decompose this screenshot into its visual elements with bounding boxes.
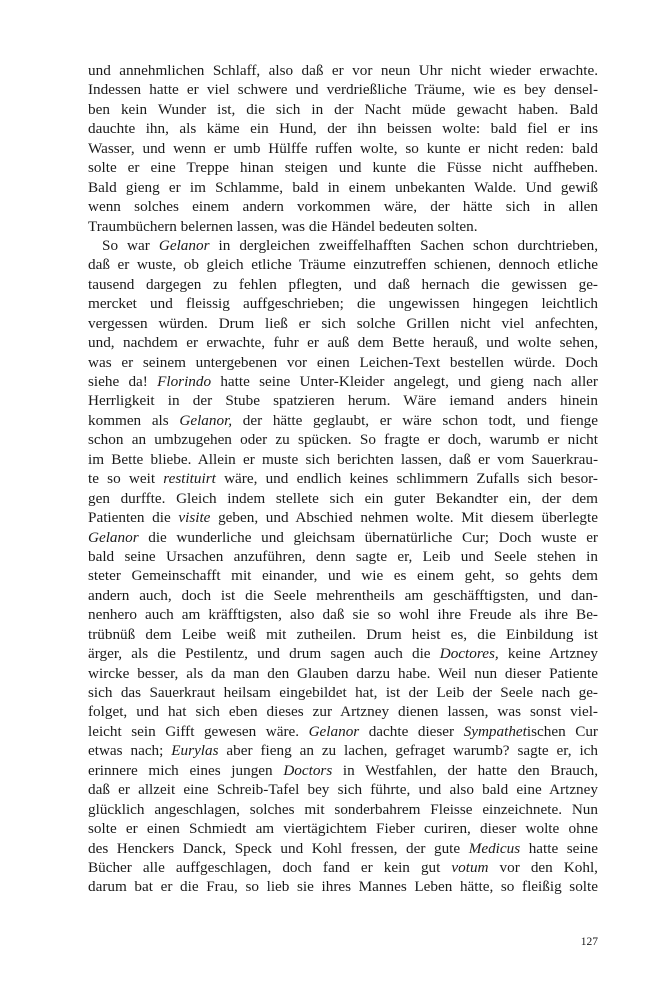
text-line xyxy=(88,858,598,877)
text-line xyxy=(88,664,598,683)
text-segment: was er seinem untergebenen vor einen Leichen-Text bestellen würde. Doch xyxy=(88,353,598,371)
text-segment: bald seine Ursachen anzuführen, denn sagte er, Leib und Seele stehen in xyxy=(88,547,598,565)
text-line xyxy=(88,391,598,410)
text-segment: wircke besser, als da man den Glauben darzu habe. Weil nun dieser Patiente xyxy=(88,664,598,682)
text-segment: der hätte geglaubt, er wäre schon todt, und fienge xyxy=(232,411,598,429)
italic-segment: Sympathet xyxy=(463,722,527,740)
text-line xyxy=(88,158,598,177)
italic-segment: Gelanor, xyxy=(179,411,233,429)
page-text xyxy=(88,61,598,897)
text-segment: daß er allzeit eine Schreib-Tafel bey sich führte, und also bald eine Artzney xyxy=(88,781,598,799)
italic-segment: votum xyxy=(451,858,489,876)
text-segment: siehe da! xyxy=(88,373,158,390)
text-line xyxy=(88,450,598,469)
text-segment: mercket und fleissig auffgeschrieben; die ungewissen hingegen leichtlich xyxy=(88,295,598,313)
text-segment: kommen als xyxy=(88,411,180,429)
text-segment: trübnüß dem Leibe weiß mit zutheilen. Drum heist es, die Einbildung ist xyxy=(88,625,598,643)
italic-segment: visite xyxy=(178,509,211,527)
text-line xyxy=(88,800,598,819)
text-line xyxy=(88,333,598,352)
text-line xyxy=(88,819,598,838)
text-line xyxy=(88,644,598,663)
text-segment: sich das Sauerkraut heilsam eingebildet hat, ist der Leib der Seele nach ge- xyxy=(88,684,598,701)
text-segment: dauchte ihn, als käme ein Hund, der ihn beissen wolte: bald fiel er ins xyxy=(88,120,598,138)
text-segment: tausend dargegen zu fehlen pflegten, und daß hernach die gewissen ge- xyxy=(88,275,598,293)
text-line xyxy=(88,80,598,99)
text-line xyxy=(88,508,598,527)
text-segment: daß er wuste, ob gleich etliche Träume einzutreffen schienen, dennoch etliche xyxy=(88,256,598,274)
text-segment: des Henckers Danck, Speck und Kohl fressen, der gute xyxy=(88,839,469,857)
text-segment: leicht sein Gifft gewesen wäre. xyxy=(88,722,309,740)
text-segment: wenn solches einem andern vorkommen wäre, der hätte sich in allen xyxy=(88,198,598,216)
text-segment: Patienten die xyxy=(88,509,179,527)
text-segment: schon an umbzugehen oder zu spücken. So fragte er doch, warumb er nicht xyxy=(88,431,598,449)
text-line xyxy=(88,605,598,624)
text-segment: wäre, und endlich keines schlimmern Zufalls sich besor- xyxy=(215,470,598,488)
text-segment: dachte dieser xyxy=(359,722,464,740)
text-line xyxy=(88,275,598,294)
text-line xyxy=(88,547,598,566)
text-segment: solte er eine Treppe hinan steigen und kunte die Füsse nicht auffheben. xyxy=(88,159,598,177)
text-segment: solte er einen Schmiedt am viertägichtem Fieber curiren, dieser wolte ohne xyxy=(88,820,598,838)
text-segment: in dergleichen zweiffelhafften Sachen schon durchtrieben, xyxy=(209,236,599,254)
italic-segment: Gelanor xyxy=(308,722,360,740)
text-line xyxy=(88,839,598,858)
text-line xyxy=(88,217,598,236)
text-line xyxy=(88,61,598,80)
text-segment: ärger, als die Pestilentz, und drum sagen auch die xyxy=(88,645,440,663)
text-segment: in Westfahlen, der hatte den Brauch, xyxy=(332,761,598,779)
text-segment: die wunderliche und gleichsam übernatürliche Cur; Doch wuste er xyxy=(138,528,598,546)
italic-segment: restituirt xyxy=(163,470,216,488)
text-segment: keine Artzney xyxy=(498,645,598,663)
text-segment: ischen Cur xyxy=(526,722,598,740)
text-line xyxy=(88,683,598,702)
text-segment: gen durffte. Gleich indem stellete sich ein guter Bekandter ein, der dem xyxy=(88,489,598,507)
text-segment: andern auch, doch ist die Seele mehrentheils am geschäfftigsten, und dan- xyxy=(88,586,598,604)
text-line xyxy=(88,780,598,799)
text-line xyxy=(88,255,598,274)
text-segment: folget, und hat sich eben dieses zur Artzney dienen lassen, was sonst viel- xyxy=(88,703,598,721)
italic-segment: Florindo xyxy=(157,373,212,390)
text-segment: So war xyxy=(102,236,159,254)
text-line xyxy=(88,139,598,158)
italic-segment: Eurylas xyxy=(171,742,219,760)
text-line xyxy=(88,178,598,197)
text-segment: und, nachdem er erwachte, fuhr er auß dem Bette herauß, und wolte sehen, xyxy=(88,334,598,352)
italic-segment: Doctors xyxy=(283,761,333,779)
text-segment: Wasser, und wenn er umb Hülffe ruffen wolte, so kunte er nicht reden: bald xyxy=(88,139,598,157)
text-line xyxy=(88,702,598,721)
text-segment: Herrligkeit in der Stube spatzieren herum. Wäre iemand anders hinein xyxy=(88,392,598,410)
text-segment: Bald gieng er im Schlamme, bald in einem unbekanten Walde. Und gewiß xyxy=(88,178,598,196)
text-line xyxy=(88,314,598,333)
italic-segment: Gelanor xyxy=(158,236,210,254)
text-segment: aber fieng an zu lachen, gefraget warumb? sagte er, ich xyxy=(218,742,599,760)
text-segment: vor den Kohl, xyxy=(488,858,598,876)
text-line xyxy=(88,372,598,391)
text-segment: erinnere mich eines jungen xyxy=(88,761,284,779)
text-line xyxy=(88,761,598,780)
text-line xyxy=(88,236,598,255)
italic-segment: Medicus xyxy=(468,839,521,857)
text-line xyxy=(88,430,598,449)
text-segment: und annehmlichen Schlaff, also daß er vor neun Uhr nicht wieder erwachte. xyxy=(88,62,598,79)
text-segment: vergessen würden. Drum ließ er sich solche Grillen nicht viel anfechten, xyxy=(88,314,598,332)
italic-segment: Doctores, xyxy=(439,645,499,663)
text-segment: hatte seine Unter-Kleider angelegt, und gieng nach aller xyxy=(211,373,598,390)
text-line xyxy=(88,741,598,760)
text-segment: hatte seine xyxy=(520,839,598,857)
text-line xyxy=(88,877,598,896)
text-line xyxy=(88,722,598,741)
text-line xyxy=(88,119,598,138)
text-segment: te so weit xyxy=(88,470,164,488)
text-segment: etwas nach; xyxy=(88,742,172,760)
text-line xyxy=(88,353,598,372)
text-line xyxy=(88,294,598,313)
text-line xyxy=(88,100,598,119)
text-line xyxy=(88,197,598,216)
text-line xyxy=(88,625,598,644)
page-number: 127 xyxy=(580,936,598,948)
text-line xyxy=(88,411,598,430)
italic-segment: Gelanor xyxy=(88,528,139,546)
text-segment: im Bette bliebe. Allein er muste sich berichten lassen, daß er vom Sauerkrau- xyxy=(88,450,598,468)
text-line xyxy=(88,566,598,585)
text-line xyxy=(88,469,598,488)
text-segment: ben kein Wunder ist, die sich in der Nacht müde gewacht haben. Bald xyxy=(88,100,598,118)
text-segment: Bücher alle auffgeschlagen, doch fand er kein gut xyxy=(88,858,452,876)
text-segment: darum bat er die Frau, so lieb sie ihres Mannes Leben hätte, so fleißig solte xyxy=(88,878,598,896)
text-line xyxy=(88,489,598,508)
text-segment: steter Gemeinschafft mit einander, und wie es einem geht, so gehts dem xyxy=(88,567,598,585)
text-segment: glücklich angeschlagen, solches mit sonderbahrem Fleisse einzeichnete. Nun xyxy=(88,800,598,818)
text-line xyxy=(88,528,598,547)
text-segment: Indessen hatte er viel schwere und verdrießliche Träume, wie es bey densel- xyxy=(88,81,598,99)
text-line xyxy=(88,586,598,605)
text-segment: nenhero auch am kräfftigsten, also daß sie so wohl ihre Freude als ihre Be- xyxy=(88,606,598,624)
text-segment: Traumbüchern belernen lassen, was die Händel bedeuten solten. xyxy=(88,217,478,235)
text-segment: geben, und Abschied nehmen wolte. Mit diesem überlegte xyxy=(210,509,598,527)
